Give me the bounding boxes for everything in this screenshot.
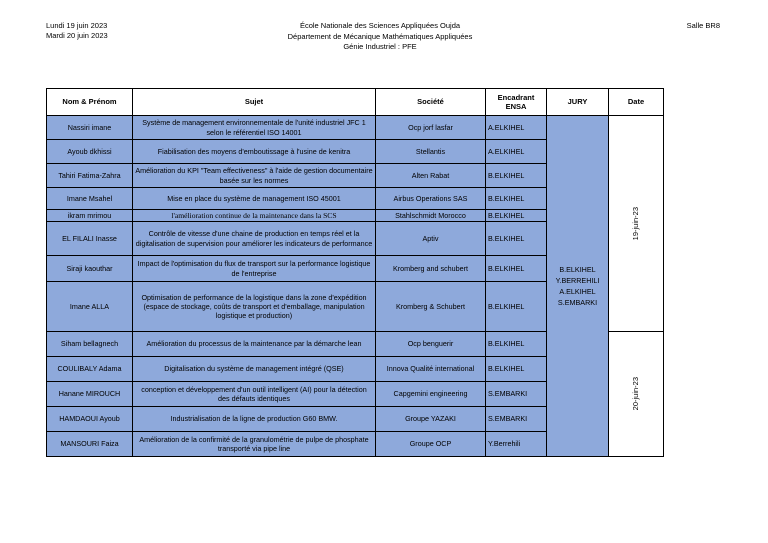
supervisor: B.ELKIHEL bbox=[486, 256, 547, 282]
supervisor: B.ELKIHEL bbox=[486, 222, 547, 256]
project-subject: Amélioration du KPI "Team effectiveness" à l'aide de gestion documentaire basée sur les normes bbox=[133, 164, 376, 188]
supervisor: B.ELKIHEL bbox=[486, 357, 547, 382]
company: Airbus Operations SAS bbox=[376, 188, 486, 210]
pfe-schedule-table bbox=[46, 88, 664, 457]
department-name: Département de Mécanique Mathématiques Appliquées bbox=[287, 31, 473, 41]
jury-member: Y.BERREHILI bbox=[555, 276, 600, 285]
supervisor: B.ELKIHEL bbox=[486, 188, 547, 210]
project-subject: Amélioration du processus de la maintenance par la démarche lean bbox=[133, 332, 376, 357]
student-name: Siham bellagnech bbox=[47, 332, 133, 357]
company: Groupe YAZAKI bbox=[376, 407, 486, 432]
student-name: Tahiri Fatima-Zahra bbox=[47, 164, 133, 188]
supervisor: A.ELKIHEL bbox=[486, 140, 547, 164]
col-header-date: Date bbox=[609, 89, 664, 116]
company: Aptiv bbox=[376, 222, 486, 256]
student-name: Ayoub dkhissi bbox=[47, 140, 133, 164]
col-header-societe: Société bbox=[376, 89, 486, 116]
student-name: HAMDAOUI Ayoub bbox=[47, 407, 133, 432]
project-subject: Contrôle de vitesse d'une chaine de production en temps réel et la digitalisation de supervision pour améliorer les indicateurs de performance bbox=[133, 222, 376, 256]
supervisor: B.ELKIHEL bbox=[486, 282, 547, 332]
supervisor: A.ELKIHEL bbox=[486, 116, 547, 140]
defense-date-2: 20-juin-23 bbox=[609, 332, 664, 457]
program-name: Génie Industriel : PFE bbox=[343, 42, 417, 51]
student-name: Hanane MIROUCH bbox=[47, 382, 133, 407]
student-name: COULIBALY Adama bbox=[47, 357, 133, 382]
project-subject: Impact de l'optimisation du flux de transport sur la performance logistique de l'entreprise bbox=[133, 256, 376, 282]
company: Kromberg & Schubert bbox=[376, 282, 486, 332]
col-header-jury: JURY bbox=[547, 89, 609, 116]
company: Capgemini engineering bbox=[376, 382, 486, 407]
supervisor: B.ELKIHEL bbox=[486, 164, 547, 188]
room-label: Salle BR8 bbox=[686, 21, 720, 30]
institution-name: École Nationale des Sciences Appliquées Oujda bbox=[299, 21, 461, 30]
project-subject: Optimisation de performance de la logistique dans la zone d'expédition (espace de stockage, coûts de transport et d'emballage, manipulation logistique et production) bbox=[133, 282, 376, 332]
table-row bbox=[47, 116, 664, 140]
project-subject: Fiabilisation des moyens d'emboutissage à l'usine de kenitra bbox=[133, 140, 376, 164]
supervisor: Y.Berrehili bbox=[486, 432, 547, 457]
student-name: EL FILALI Inasse bbox=[47, 222, 133, 256]
student-name: Nassiri imane bbox=[47, 116, 133, 140]
header-date-2: Mardi 20 juin 2023 bbox=[46, 31, 108, 40]
project-subject: Amélioration de la confirmité de la granulométrie de pulpe de phosphate transporté via pipe line bbox=[133, 432, 376, 457]
student-name: ikram mrimou bbox=[47, 210, 133, 222]
company: Ocp benguerir bbox=[376, 332, 486, 357]
header-institution bbox=[230, 21, 530, 53]
jury-members bbox=[547, 116, 609, 457]
header-dates bbox=[46, 21, 108, 41]
supervisor: S.EMBARKI bbox=[486, 407, 547, 432]
project-subject: Système de management environnementale de l'unité industriel JFC 1 selon le référentiel ISO 14001 bbox=[133, 116, 376, 140]
company: Innova Qualité international bbox=[376, 357, 486, 382]
col-header-sujet: Sujet bbox=[133, 89, 376, 116]
supervisor: S.EMBARKI bbox=[486, 382, 547, 407]
supervisor: B.ELKIHEL bbox=[486, 210, 547, 222]
student-name: MANSOURI Faiza bbox=[47, 432, 133, 457]
student-name: Imane Msahel bbox=[47, 188, 133, 210]
company: Alten Rabat bbox=[376, 164, 486, 188]
company: Stellantis bbox=[376, 140, 486, 164]
student-name: Siraji kaouthar bbox=[47, 256, 133, 282]
project-subject: Mise en place du système de management ISO 45001 bbox=[133, 188, 376, 210]
defense-date-1: 19-juin-23 bbox=[609, 116, 664, 332]
company: Groupe OCP bbox=[376, 432, 486, 457]
company: Kromberg and schubert bbox=[376, 256, 486, 282]
company: Stahlschmidt Morocco bbox=[376, 210, 486, 222]
col-header-name: Nom & Prénom bbox=[47, 89, 133, 116]
company: Ocp jorf lasfar bbox=[376, 116, 486, 140]
project-subject: Digitalisation du système de management intégré (QSE) bbox=[133, 357, 376, 382]
project-subject: conception et développement d'un outil intelligent (AI) pour la détection des défauts identiques bbox=[133, 382, 376, 407]
project-subject: l'amélioration continue de la maintenance dans la SCS bbox=[133, 210, 376, 222]
supervisor: B.ELKIHEL bbox=[486, 332, 547, 357]
jury-member: B.ELKIHEL bbox=[559, 265, 596, 274]
jury-member: S.EMBARKI bbox=[557, 298, 598, 307]
project-subject: Industrialisation de la ligne de production G60 BMW. bbox=[133, 407, 376, 432]
jury-member: A.ELKIHEL bbox=[559, 287, 596, 296]
col-header-encadrant: Encadrant ENSA bbox=[486, 89, 547, 116]
header-date-1: Lundi 19 juin 2023 bbox=[46, 21, 108, 30]
table-header-row bbox=[47, 89, 664, 116]
student-name: Imane ALLA bbox=[47, 282, 133, 332]
